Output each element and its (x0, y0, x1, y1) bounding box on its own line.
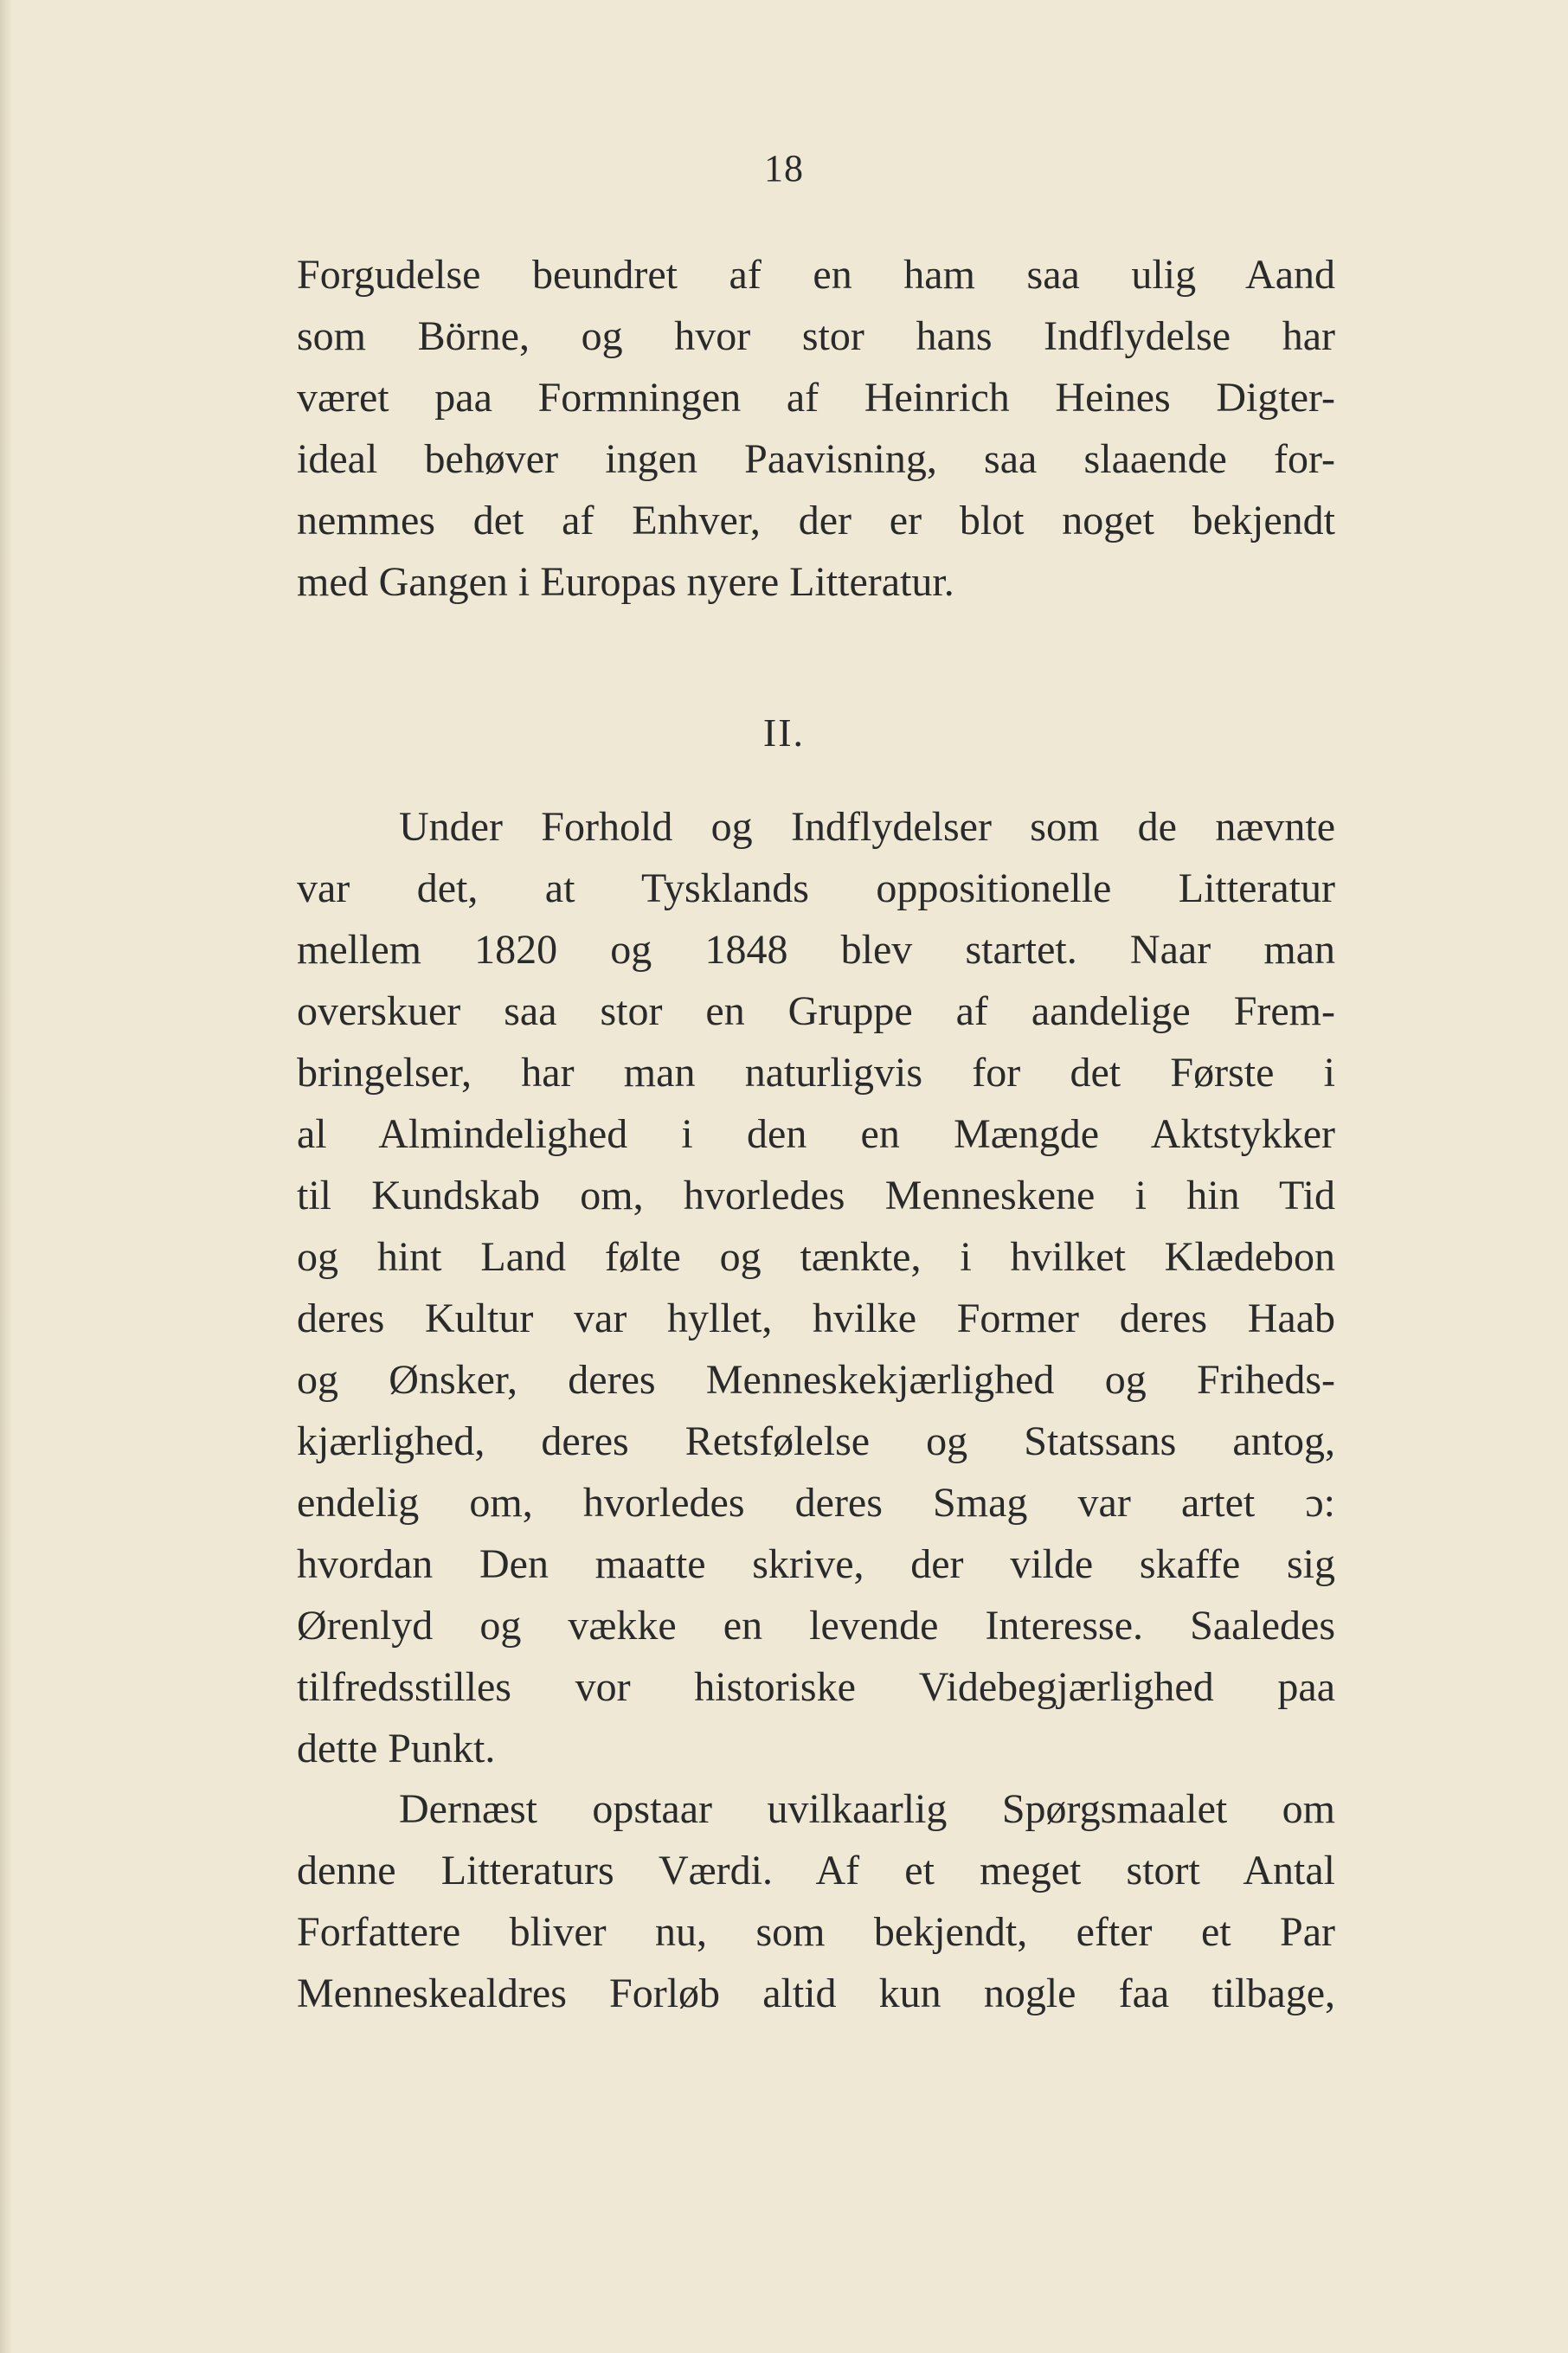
text-line: hvordan Den maatte skrive, der vilde skaffe sig (297, 1541, 1335, 1587)
text-line: med Gangen i Europas nyere Litteratur. (297, 559, 954, 605)
text-line: denne Litteraturs Værdi. Af et meget stort Antal (297, 1848, 1335, 1893)
page-number: 18 (764, 147, 804, 190)
text-line: Forgudelse beundret af en ham saa ulig Aand (297, 252, 1335, 298)
text-line: nemmes det af Enhver, der er blot noget bekjendt (297, 498, 1335, 543)
text-line: og Ønsker, deres Menneskekjærlighed og Friheds- (297, 1357, 1335, 1403)
text-line: var det, at Tysklands oppositionelle Litteratur (297, 865, 1335, 911)
text-line: Dernæst opstaar uvilkaarlig Spørgsmaalet om (399, 1786, 1335, 1832)
text-line: som Börne, og hvor stor hans Indflydelse har (297, 313, 1335, 359)
text-line: Forfattere bliver nu, som bekjendt, efter et Par (297, 1909, 1335, 1955)
paragraph-1 (297, 244, 1335, 613)
text-line: dette Punkt. (297, 1726, 496, 1771)
paragraph-3 (297, 1778, 1335, 2024)
text-line: bringelser, har man naturligvis for det Første i (297, 1050, 1335, 1096)
text-line: været paa Formningen af Heinrich Heines Digter- (297, 375, 1335, 421)
page-gutter-edge (0, 0, 12, 2353)
text-line: og hint Land følte og tænkte, i hvilket Klædebon (297, 1234, 1335, 1280)
text-line: Ørenlyd og vække en levende Interesse. Saaledes (297, 1603, 1335, 1649)
text-line: Under Forhold og Indflydelser som de nævnte (399, 804, 1335, 850)
text-line: tilfredsstilles vor historiske Videbegjærlighed paa (297, 1664, 1335, 1710)
text-line: mellem 1820 og 1848 blev startet. Naar man (297, 927, 1335, 973)
text-line: kjærlighed, deres Retsfølelse og Statssans antog, (297, 1418, 1335, 1464)
text-line: Menneskealdres Forløb altid kun nogle faa tilbage, (297, 1970, 1335, 2016)
text-line: endelig om, hvorledes deres Smag var artet ɔ: (297, 1480, 1335, 1526)
text-line: til Kundskab om, hvorledes Menneskene i hin Tid (297, 1173, 1335, 1218)
text-line: ideal behøver ingen Paavisning, saa slaaende for- (297, 436, 1335, 482)
text-line: overskuer saa stor en Gruppe af aandelige Frem- (297, 988, 1335, 1034)
text-line: al Almindelighed i den en Mængde Aktstykker (297, 1111, 1335, 1157)
section-heading: II. (762, 710, 806, 755)
paragraph-2 (297, 796, 1335, 1779)
text-line: deres Kultur var hyllet, hvilke Former deres Haab (297, 1295, 1335, 1341)
